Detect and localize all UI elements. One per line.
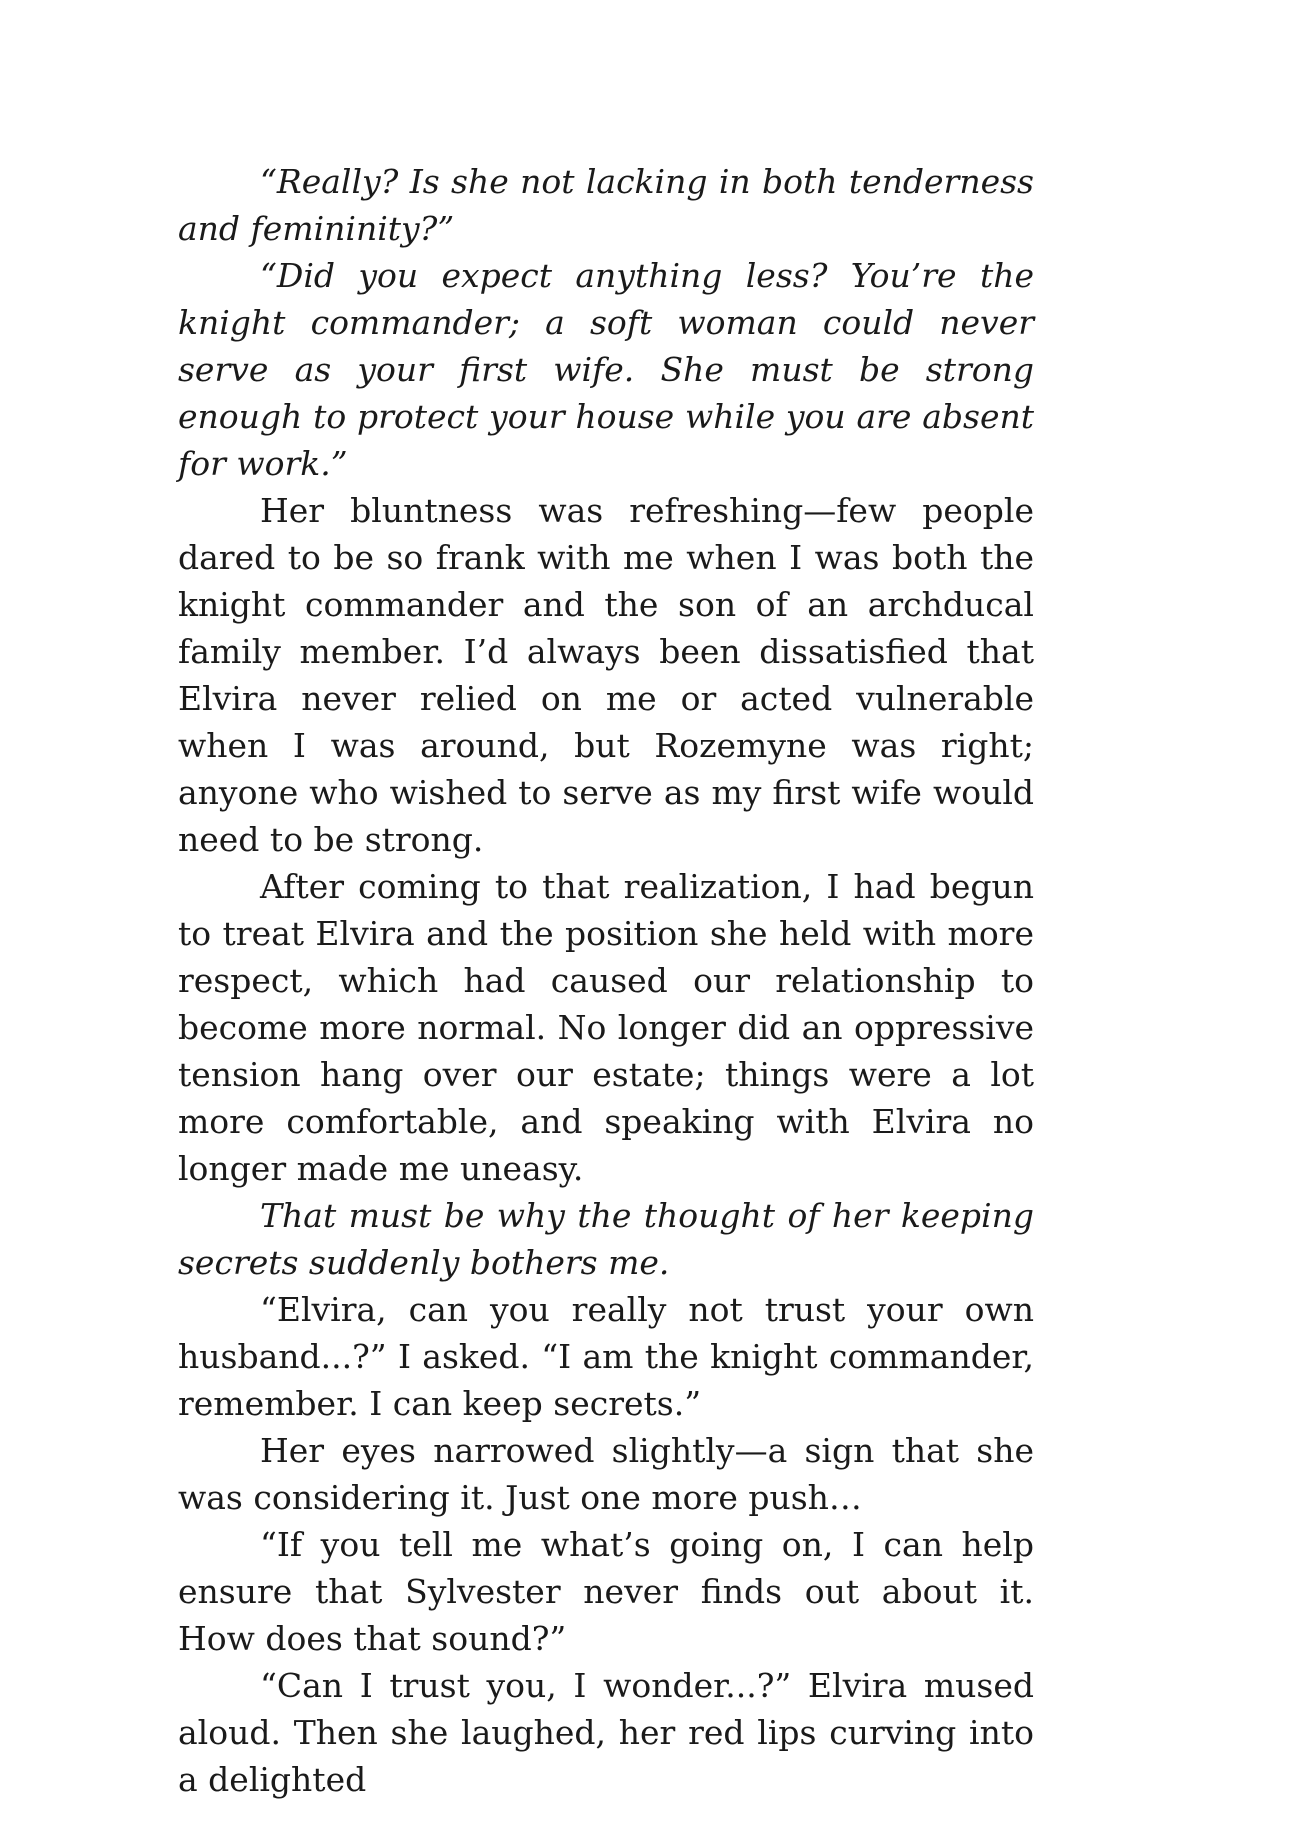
paragraph-9: “Can I trust you, I wonder...?” Elvira mused aloud. Then she laughed, her red lips curving into a delighted [178, 1666, 1034, 1799]
paragraph-1: “Really? Is she not lacking in both tenderness and femininity?” [178, 162, 1034, 248]
body-text [178, 158, 1034, 1803]
paragraph-7: Her eyes narrowed slightly—a sign that she was considering it. Just one more push… [178, 1431, 1034, 1517]
paragraph-4: After coming to that realization, I had begun to treat Elvira and the position she held with more respect, which had caused our relationship to become more normal. No longer did an oppressive tension hang over our estate; things were a lot more comfortable, and speaking with Elvira no longer made me uneasy. [178, 867, 1034, 1188]
paragraph-3: Her bluntness was refreshing—few people dared to be so frank with me when I was both the knight commander and the son of an archducal family member. I’d always been dissatisfied that Elvira never relied on me or acted vulnerable when I was around, but Rozemyne was right; anyone who wished to serve as my first wife would need to be strong. [178, 491, 1034, 859]
paragraph-2: “Did you expect anything less? You’re the knight commander; a soft woman could never serve as your first wife. She must be strong enough to protect your house while you are absent for work.” [178, 256, 1034, 483]
paragraph-5: That must be why the thought of her keeping secrets suddenly bothers me. [178, 1196, 1034, 1282]
paragraph-6: “Elvira, can you really not trust your own husband...?” I asked. “I am the knight commander, remember. I can keep secrets.” [178, 1290, 1034, 1423]
paragraph-8: “If you tell me what’s going on, I can help ensure that Sylvester never finds out about it. How does that sound?” [178, 1525, 1034, 1658]
